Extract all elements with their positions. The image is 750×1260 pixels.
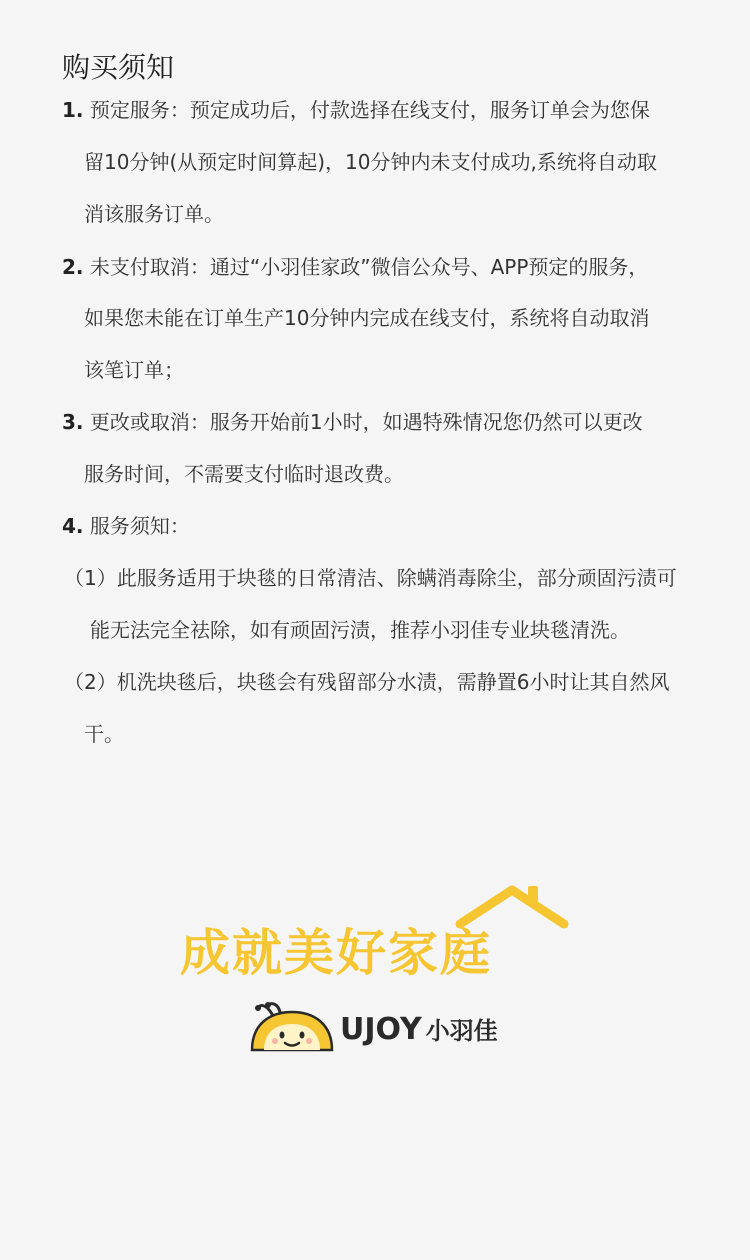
item-text-line: 如果您未能在订单生产10分钟内完成在线支付，系统将自动取消 (84, 306, 650, 330)
item-text-line: 服务时间，不需要支付临时退改费。 (84, 462, 404, 486)
item-number: 2. (62, 255, 84, 279)
brand-name-en: UJOY (340, 1012, 422, 1047)
list-item-1 (62, 96, 650, 124)
list-item-2 (62, 253, 648, 281)
item-text-line: 该笔订单； (84, 358, 184, 382)
item-number: 4. (62, 514, 84, 538)
list-item-3 (62, 408, 643, 436)
page-title: 购买须知 (62, 51, 175, 84)
sub-item-2 (64, 668, 669, 696)
item-text-line: 干。 (84, 722, 124, 746)
item-text: 预定服务：预定成功后，付款选择在线支付，服务订单会为您保 (89, 98, 650, 122)
item-text-line: 消该服务订单。 (84, 202, 224, 226)
list-item-4 (62, 512, 190, 540)
sub-item-number: （1） (64, 566, 117, 590)
brand-slogan: 成就美好家庭 (180, 924, 492, 982)
item-text: 未支付取消：通过“小羽佳家政”微信公众号、APP预定的服务， (89, 255, 649, 279)
item-text: 服务须知： (89, 514, 190, 538)
item-number: 3. (62, 410, 84, 434)
brand-name-cn: 小羽佳 (425, 1017, 498, 1045)
item-number: 1. (62, 98, 84, 122)
item-text-line: 留10分钟(从预定时间算起)，10分钟内未支付成功,系统将自动取 (84, 150, 657, 174)
item-text: 此服务适用于块毯的日常清洁、除螨消毒除尘，部分顽固污渍可 (116, 566, 677, 590)
bee-mascot-icon (250, 1002, 334, 1052)
sub-item-number: （2） (64, 670, 117, 694)
item-text: 机洗块毯后，块毯会有残留部分水渍，需静置6小时让其自然风 (116, 670, 670, 694)
brand-name (340, 1010, 498, 1051)
item-text: 更改或取消：服务开始前1小时，如遇特殊情况您仍然可以更改 (89, 410, 643, 434)
item-text-line: 能无法完全祛除，如有顽固污渍，推荐小羽佳专业块毯清洗。 (90, 618, 630, 642)
sub-item-1 (64, 564, 677, 592)
